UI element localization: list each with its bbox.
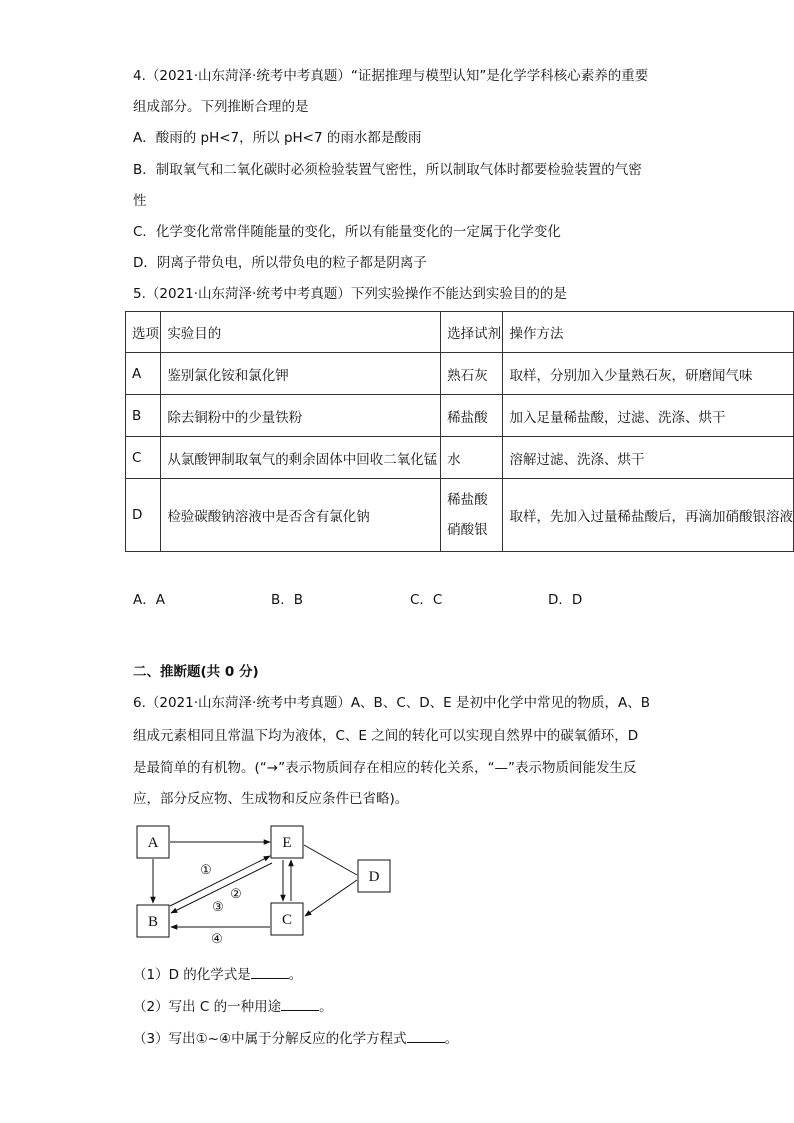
q6-stem-line1: 6.（2021·山东菏泽·统考中考真题）A、B、C、D、E 是初中化学中常见的物质，A、B bbox=[133, 695, 650, 711]
node-b-label: B bbox=[147, 914, 159, 930]
table-cell: 加入足量稀盐酸，过滤、洗涤、烘干 bbox=[503, 395, 794, 437]
table-cell: 除去铜粉中的少量铁粉 bbox=[161, 395, 441, 437]
q4-stem-line2: 组成部分。下列推断合理的是 bbox=[133, 99, 309, 115]
table-cell: B bbox=[126, 395, 161, 437]
header-method: 操作方法 bbox=[503, 312, 794, 353]
marker-3: ③ bbox=[212, 899, 224, 914]
arrow-d-to-c bbox=[305, 880, 357, 916]
answer-blank-2[interactable] bbox=[281, 996, 319, 1011]
node-c-label: C bbox=[281, 912, 293, 928]
table-cell: D bbox=[126, 479, 161, 552]
table-cell: 鉴别氯化铵和氯化钾 bbox=[161, 353, 441, 395]
sub1-text: （1）D 的化学式是 bbox=[133, 967, 251, 983]
q6-stem-line3: 是最简单的有机物。(“→”表示物质间存在相应的转化关系，“—”表示物质间能发生反 bbox=[133, 760, 637, 776]
sub2-end: 。 bbox=[319, 999, 333, 1015]
node-e-label: E bbox=[282, 835, 292, 851]
q6-sub2 bbox=[133, 996, 333, 1017]
marker-2: ② bbox=[230, 886, 242, 901]
table-cell: A bbox=[126, 353, 161, 395]
node-d-label: D bbox=[368, 869, 380, 885]
header-reagent: 选择试剂 bbox=[441, 312, 503, 353]
q4-stem-line1: 4.（2021·山东菏泽·统考中考真题）“证据推理与模型认知”是化学学科核心素养的重要 bbox=[133, 68, 649, 84]
q5-choice-d[interactable]: D．D bbox=[548, 592, 583, 608]
q6-stem-line4: 应，部分反应物、生成物和反应条件已省略)。 bbox=[133, 791, 409, 807]
table-cell: 取样，分别加入少量熟石灰，研磨闻气味 bbox=[503, 353, 794, 395]
q4-option-c: C．化学变化常常伴随能量的变化，所以有能量变化的一定属于化学变化 bbox=[133, 224, 561, 240]
q5-choice-c[interactable]: C．C bbox=[410, 592, 443, 608]
marker-1: ① bbox=[200, 862, 212, 877]
reagent-line-1: 稀盐酸 bbox=[447, 492, 488, 508]
sub3-end: 。 bbox=[444, 1031, 459, 1047]
q6-stem-line2: 组成元素相同且常温下均为液体，C、E 之间的转化可以实现自然界中的碳氧循环，D bbox=[133, 728, 639, 744]
q5-stem: 5.（2021·山东菏泽·统考中考真题）下列实验操作不能达到实验目的的是 bbox=[133, 286, 567, 302]
header-option: 选项 bbox=[126, 312, 161, 353]
q4-option-d: D．阴离子带负电，所以带负电的粒子都是阴离子 bbox=[133, 255, 427, 271]
q6-sub1 bbox=[133, 964, 302, 985]
q6-sub3 bbox=[133, 1028, 458, 1049]
answer-blank-1[interactable] bbox=[251, 964, 289, 979]
table-cell: 水 bbox=[441, 437, 503, 479]
sub2-text: （2）写出 C 的一种用途 bbox=[133, 999, 282, 1015]
reagent-line-2: 硝酸银 bbox=[447, 522, 488, 538]
table-cell: 熟石灰 bbox=[441, 353, 503, 395]
section-title: 二、推断题(共 0 分) bbox=[133, 664, 259, 680]
node-a-label: A bbox=[147, 835, 159, 851]
table-cell: 稀盐酸 bbox=[441, 395, 503, 437]
link-e-d bbox=[304, 845, 357, 875]
sub1-end: 。 bbox=[288, 967, 303, 983]
q5-choice-b[interactable]: B．B bbox=[271, 592, 304, 608]
header-purpose: 实验目的 bbox=[161, 312, 441, 353]
q4-option-b-line1: B．制取氧气和二氧化碳时必须检验装置气密性，所以制取气体时都要检验装置的气密 bbox=[133, 162, 642, 178]
q5-choice-a[interactable]: A．A bbox=[133, 592, 165, 608]
q4-option-a: A．酸雨的 pH<7，所以 pH<7 的雨水都是酸雨 bbox=[133, 130, 422, 146]
table-cell: C bbox=[126, 437, 161, 479]
table-cell: 从氯酸钾制取氧气的剩余固体中回收二氧化锰 bbox=[161, 437, 441, 479]
table-cell: 取样，先加入过量稀盐酸后，再滴加硝酸银溶液 bbox=[503, 479, 794, 552]
table-cell: 溶解过滤、洗涤、烘干 bbox=[503, 437, 794, 479]
table-cell: 检验碳酸钠溶液中是否含有氯化钠 bbox=[161, 479, 441, 552]
answer-blank-3[interactable] bbox=[407, 1028, 445, 1043]
q4-option-b-line2: 性 bbox=[133, 193, 147, 209]
sub3-text: （3）写出①~④中属于分解反应的化学方程式 bbox=[133, 1031, 407, 1047]
marker-4: ④ bbox=[211, 931, 223, 946]
